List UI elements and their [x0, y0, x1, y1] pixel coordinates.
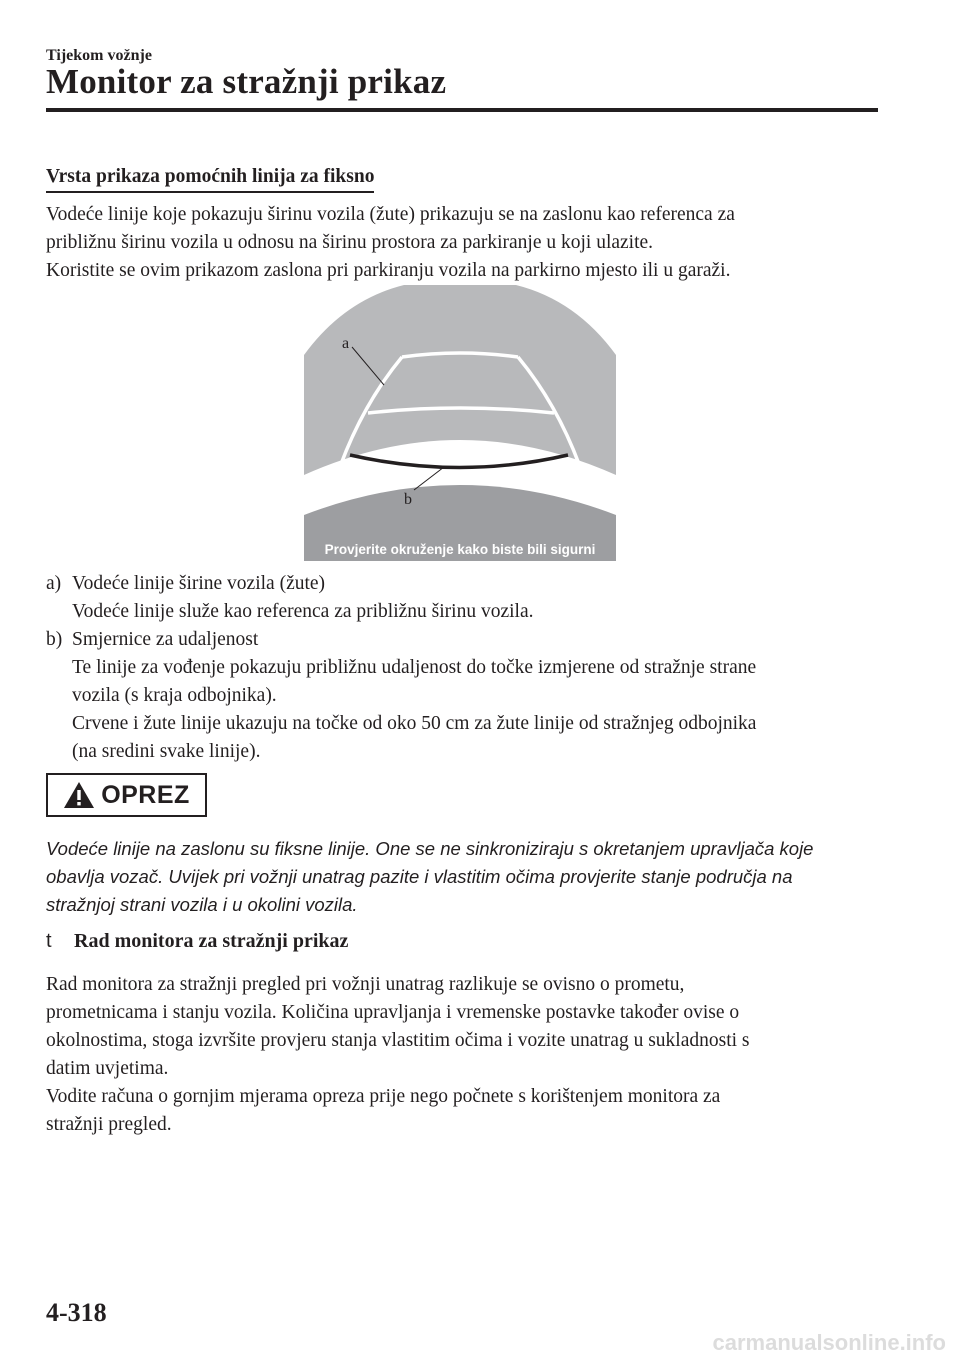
page-title: Monitor za stražnji prikaz	[46, 62, 447, 101]
list-item-text: Crvene i žute linije ukazuju na točke od oko 50 cm za žute linije od stražnjeg odbojnika	[72, 713, 757, 734]
figure-label-b: b	[404, 491, 412, 508]
caution-text	[46, 835, 886, 919]
fixed-mode-paragraph	[46, 201, 886, 285]
watermark: carmanualsonline.info	[712, 1330, 946, 1355]
text-line: približnu širinu vozila u odnosu na širinu prostora za parkiranje u koji ulazite.	[46, 232, 654, 253]
text-line: obavlja vozač. Uvijek pri vožnji unatrag pazite i vlastitim očima provjerite stanje područja na	[46, 866, 793, 887]
warning-icon	[63, 781, 95, 809]
text-line: Koristite se ovim prikazom zaslona pri parkiranju vozila na parkirno mjesto ili u garaži.	[46, 260, 731, 281]
header-divider	[46, 108, 878, 112]
text-line: Vodeće linije koje pokazuju širinu vozila (žute) prikazuju se na zaslonu kao referenca za	[46, 204, 735, 225]
list-item-text: vozila (s kraja odbojnika).	[72, 685, 277, 706]
figure-label-a: a	[342, 335, 350, 352]
text-line: stražnji pregled.	[46, 1114, 172, 1135]
guide-lines-diagram	[304, 285, 616, 561]
operation-paragraph	[46, 971, 886, 1139]
text-line: Vodite računa o gornjim mjerama opreza prije nego počnete s korištenjem monitora za	[46, 1086, 721, 1107]
list-item	[46, 626, 906, 766]
list-item	[46, 570, 906, 626]
list-item-title: Vodeće linije širine vozila (žute)	[72, 573, 326, 594]
text-line: okolnostima, stoga izvršite provjeru stanja vlastitim očima i vozite unatrag u sukladnosti s	[46, 1030, 750, 1051]
text-line: stražnjoj strani vozila i u okolini vozila.	[46, 894, 358, 915]
rear-view-screen-figure	[304, 285, 616, 561]
operation-heading	[46, 930, 348, 953]
caution-label: OPREZ	[101, 780, 190, 809]
screen-caption: Provjerite okruženje kako biste bili sigurni	[324, 542, 596, 557]
caution-badge	[46, 773, 207, 817]
running-header: Tijekom vožnje	[46, 47, 152, 64]
list-item-text: (na sredini svake linije).	[72, 741, 261, 762]
list-item-text: Vodeće linije služe kao referenca za približnu širinu vozila.	[72, 601, 534, 622]
operation-heading-text: Rad monitora za stražnji prikaz	[74, 930, 349, 952]
figure-legend	[46, 570, 906, 766]
list-item-text: Te linije za vođenje pokazuju približnu udaljenost do točke izmjerene od stražnje strane	[72, 657, 757, 678]
list-marker: b)	[46, 629, 63, 650]
list-marker: a)	[46, 573, 62, 594]
text-line: datim uvjetima.	[46, 1058, 169, 1079]
text-line: Vodeće linije na zaslonu su fiksne linije. One se ne sinkroniziraju s okretanjem upravljača koje	[46, 838, 814, 859]
fixed-mode-heading: Vrsta prikaza pomoćnih linija za fiksno	[46, 165, 374, 193]
page-number: 4-318	[46, 1298, 107, 1327]
text-line: prometnicama i stanju vozila. Količina upravljanja i vremenske postavke također ovise o	[46, 1002, 740, 1023]
section-bullet: t	[46, 930, 52, 952]
text-line: Rad monitora za stražnji pregled pri vožnji unatrag razlikuje se ovisno o prometu,	[46, 974, 685, 995]
list-item-title: Smjernice za udaljenost	[72, 629, 259, 650]
